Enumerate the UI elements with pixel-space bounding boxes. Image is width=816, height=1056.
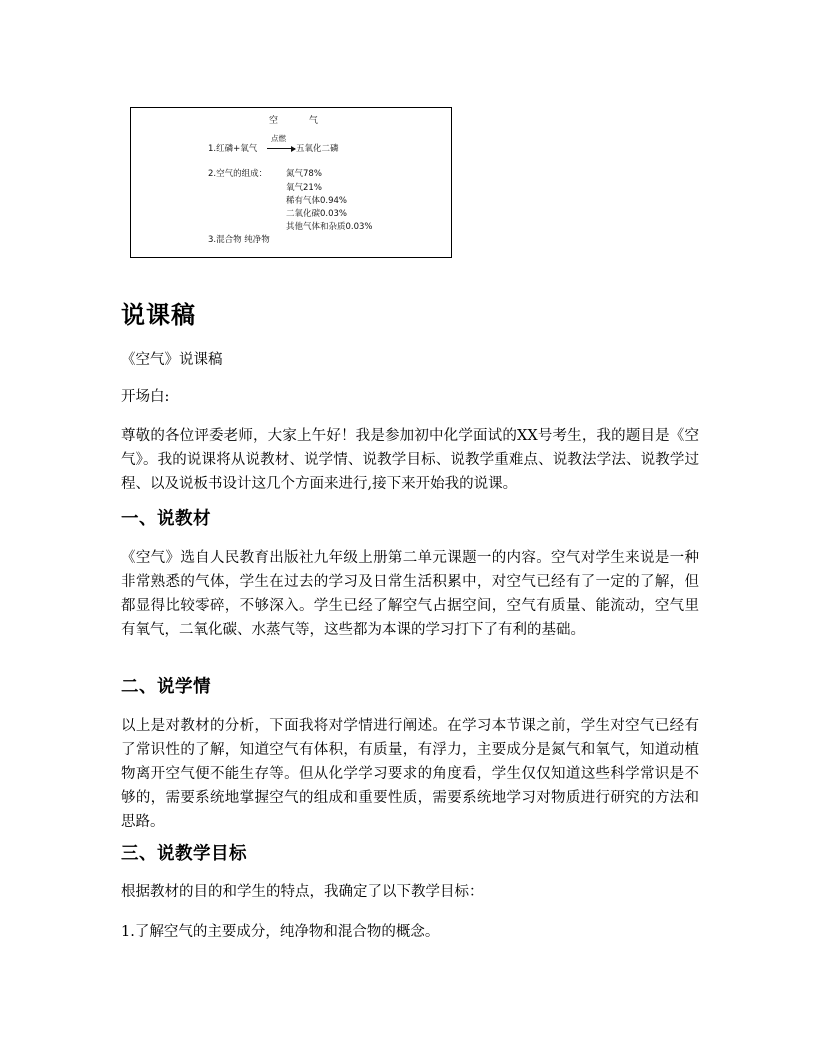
section-students-paragraph: 以上是对教材的分析，下面我将对学情进行阐述。在学习本节课之前，学生对空气已经有了常识性的了解，知道空气有体积，有质量，有浮力，主要成分是氮气和氧气，知道动植物离开空气便不能生存等。但从化学学习要求的角度看，学生仅仅知道这些科学常识是不够的，需要系统地掌握空气的组成和重要性质，需要系统地学习对物质进行研究的方法和思路。 [121, 718, 699, 830]
reaction-arrow-icon [267, 148, 295, 149]
board-equation-reactants: 1.红磷+氧气 [208, 144, 258, 154]
page-title: 说课稿 [121, 301, 196, 329]
goal-item: 1.了解空气的主要成分，纯净物和混合物的概念。 [121, 924, 440, 940]
board-equation-condition: 点燃 [271, 134, 286, 143]
board-mixture-line: 3.混合物 纯净物 [208, 235, 270, 245]
board-component-item: 稀有气体0.94% [286, 196, 348, 206]
doc-subtitle: 《空气》说课稿 [121, 352, 223, 368]
board-composition-label: 2.空气的组成： [208, 169, 268, 179]
section-textbook-paragraph: 《空气》选自人民教育出版社九年级上册第二单元课题一的内容。空气对学生来说是一种非常熟悉的气体，学生在过去的学习及日常生活积累中，对空气已经有了一定的了解，但都显得比较零碎，不够深入。学生已经了解空气占据空间，空气有质量、能流动，空气里有氧气，二氧化碳、水蒸气等，这些都为本课的学习打下了有利的基础。 [121, 550, 699, 638]
blackboard-design-figure [130, 107, 452, 258]
board-equation-product: 五氧化二磷 [296, 144, 339, 154]
opening-label: 开场白: [121, 389, 170, 405]
board-component-item: 二氧化碳0.03% [286, 209, 348, 219]
section-heading-goals: 三、说教学目标 [121, 844, 247, 864]
board-component-item: 氧气21% [286, 183, 322, 193]
section-goals-intro: 根据教材的目的和学生的特点，我确定了以下教学目标： [121, 884, 484, 900]
section-heading-textbook: 一、说教材 [121, 509, 211, 529]
board-title: 空 气 [269, 116, 332, 126]
board-component-item: 其他气体和杂质0.03% [286, 222, 373, 232]
board-component-item: 氮气78% [286, 169, 322, 179]
opening-paragraph: 尊敬的各位评委老师，大家上午好！我是参加初中化学面试的XX号考生，我的题目是《空气》。我的说课将从说教材、说学情、说教学目标、说教学重难点、说教法学法、说教学过程、以及说板书设计这几个方面来进行,接下来开始我的说课。 [121, 428, 699, 492]
section-heading-students: 二、说学情 [121, 677, 211, 697]
